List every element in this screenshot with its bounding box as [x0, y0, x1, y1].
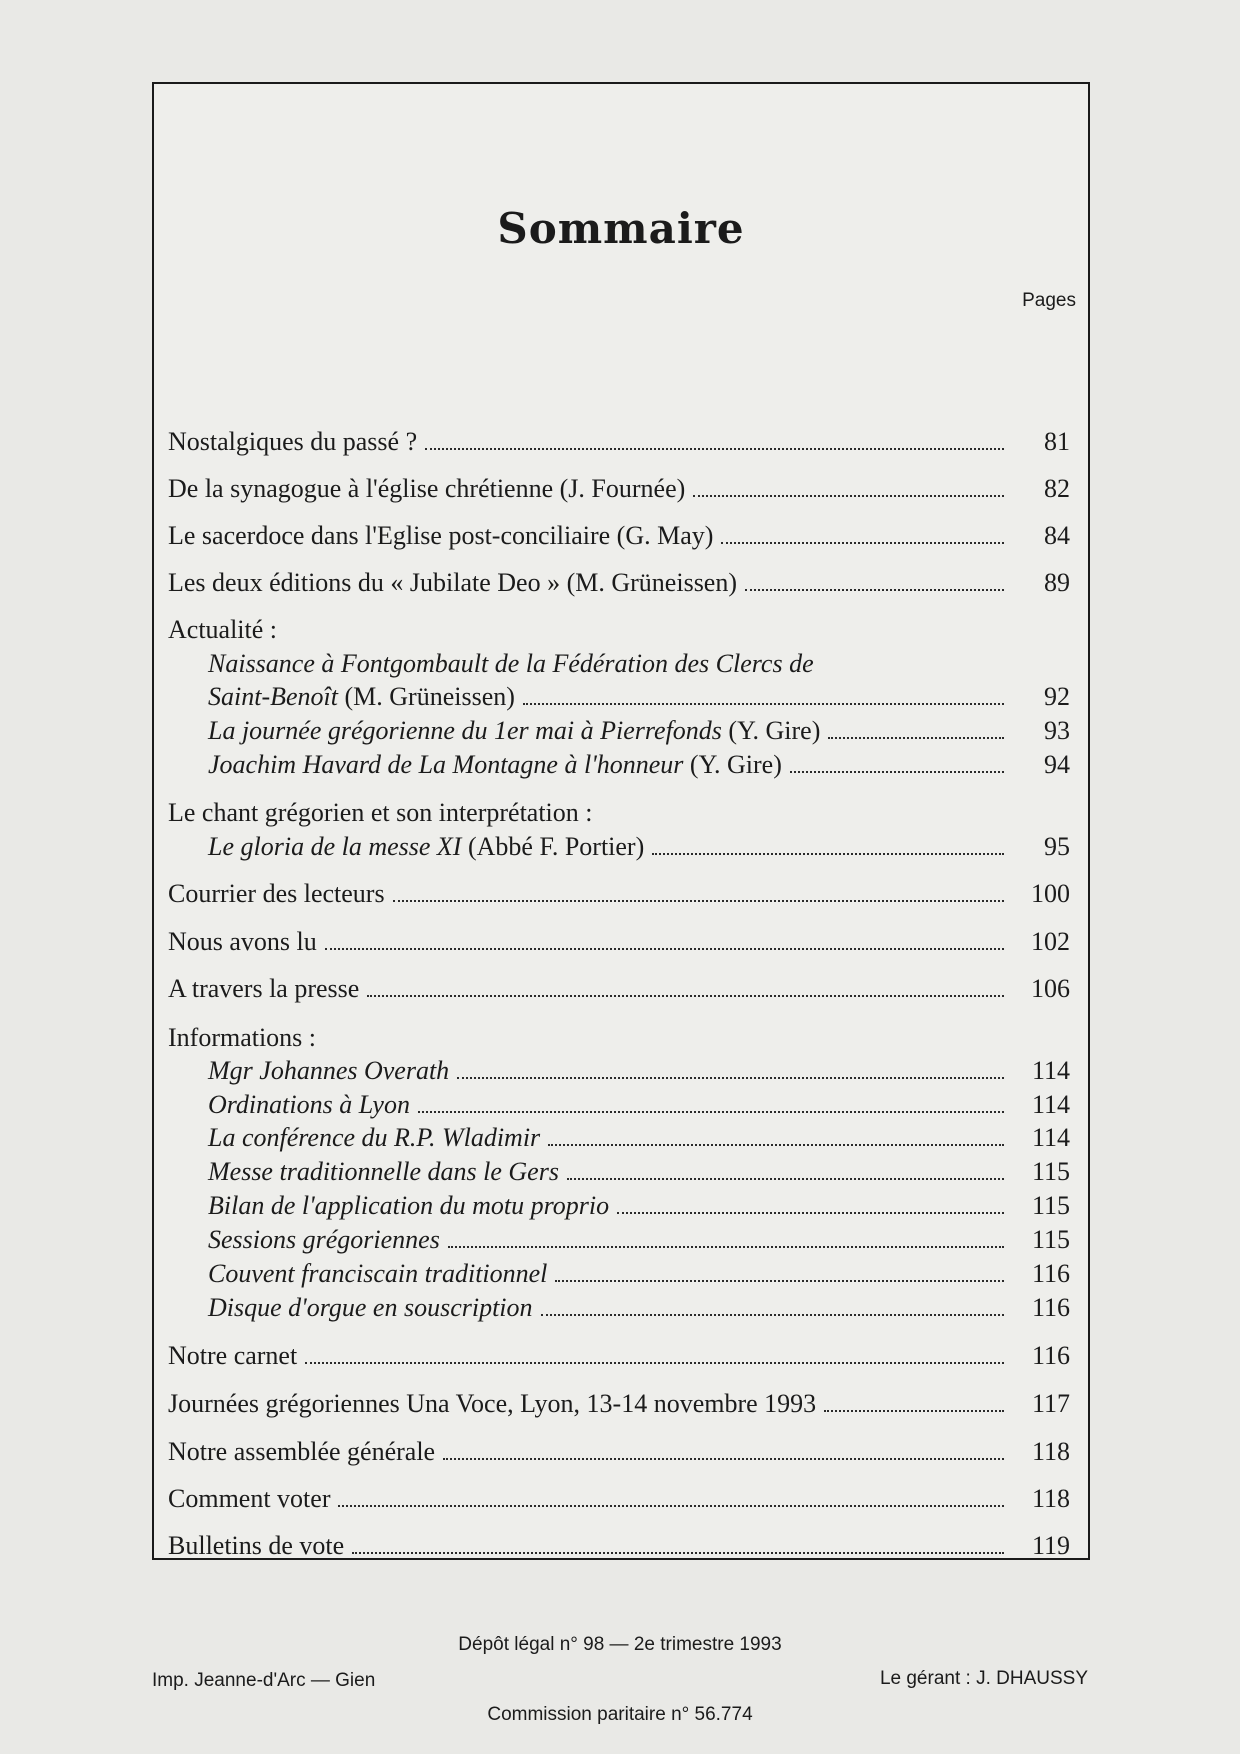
page-number: 95 — [1044, 832, 1070, 861]
page-number: 94 — [1044, 750, 1070, 779]
toc-entry: Courrier des lecteurs 100 — [168, 879, 1070, 908]
leader-dots — [828, 737, 1004, 739]
page-number: 114 — [1031, 1056, 1070, 1085]
toc-entry: De la synagogue à l'église chrétienne (J. Fournée) 82 — [168, 474, 1070, 503]
page-number: 89 — [1044, 568, 1070, 597]
toc-entry: Les deux éditions du « Jubilate Deo » (M. Grüneissen) 89 — [168, 568, 1070, 597]
leader-dots — [567, 1178, 1004, 1180]
contents-frame — [152, 82, 1090, 1560]
manager-credit: Le gérant : J. DHAUSSY — [879, 1668, 1088, 1689]
legal-deposit: Dépôt légal n° 98 — 2e trimestre 1993 — [458, 1634, 782, 1655]
toc-entry: Comment voter 118 — [168, 1484, 1070, 1513]
toc-entry: Notre carnet 116 — [168, 1341, 1070, 1370]
toc-sub-entry: La journée grégorienne du 1er mai à Pierrefonds (Y. Gire) 93 — [208, 716, 1070, 745]
page-number: 118 — [1031, 1437, 1070, 1466]
toc-sub-entry: Couvent franciscain traditionnel 116 — [208, 1259, 1070, 1288]
page-number: 92 — [1044, 682, 1070, 711]
toc-sub-entry: Joachim Havard de La Montagne à l'honneur (Y. Gire) 94 — [208, 750, 1070, 779]
toc-entry: Notre assemblée générale 118 — [168, 1437, 1070, 1466]
leader-dots — [393, 900, 1004, 902]
leader-dots — [367, 995, 1004, 997]
toc-sub-entry: Naissance à Fontgombault de la Fédération des Clercs de — [208, 649, 814, 678]
page-number: 114 — [1031, 1123, 1070, 1152]
leader-dots — [745, 589, 1004, 591]
page-number: 119 — [1031, 1531, 1070, 1560]
leader-dots — [790, 771, 1004, 773]
page-number: 115 — [1031, 1191, 1070, 1220]
toc-sub-entry: Saint-Benoît (M. Grüneissen) 92 — [208, 682, 1070, 711]
page-number: 82 — [1044, 474, 1070, 503]
toc-sub-entry: Ordinations à Lyon 114 — [208, 1090, 1070, 1119]
toc-entry: Nostalgiques du passé ? 81 — [168, 427, 1070, 456]
page-number: 114 — [1031, 1090, 1070, 1119]
leader-dots — [448, 1246, 1004, 1248]
page-number: 118 — [1031, 1484, 1070, 1513]
leader-dots — [457, 1077, 1004, 1079]
page-number: 93 — [1044, 716, 1070, 745]
pages-column-label: Pages — [1022, 290, 1076, 311]
leader-dots — [305, 1362, 1004, 1364]
toc-sub-entry: Mgr Johannes Overath 114 — [208, 1056, 1070, 1085]
page-number: 81 — [1044, 427, 1070, 456]
page-number: 102 — [1031, 927, 1070, 956]
leader-dots — [555, 1280, 1004, 1282]
leader-dots — [443, 1458, 1004, 1460]
toc-sub-entry: Le gloria de la messe XI (Abbé F. Portier) 95 — [208, 832, 1070, 861]
leader-dots — [652, 853, 1004, 855]
toc-sub-entry: Disque d'orgue en souscription 116 — [208, 1293, 1070, 1322]
leader-dots — [824, 1410, 1004, 1412]
leader-dots — [425, 448, 1004, 450]
leader-dots — [352, 1552, 1004, 1554]
page-number: 117 — [1031, 1389, 1070, 1418]
page-number: 116 — [1031, 1293, 1070, 1322]
page-number: 116 — [1031, 1341, 1070, 1370]
leader-dots — [693, 495, 1004, 497]
leader-dots — [617, 1212, 1004, 1214]
page-title: Sommaire — [497, 204, 745, 253]
toc-sub-entry: Messe traditionnelle dans le Gers 115 — [208, 1157, 1070, 1186]
page-number: 106 — [1031, 974, 1070, 1003]
toc-entry: Journées grégoriennes Una Voce, Lyon, 13-14 novembre 1993 117 — [168, 1389, 1070, 1418]
page-number: 100 — [1031, 879, 1070, 908]
toc-entry: Nous avons lu 102 — [168, 927, 1070, 956]
leader-dots — [418, 1111, 1004, 1113]
toc-section-heading: Actualité : — [168, 615, 278, 644]
leader-dots — [523, 703, 1004, 705]
toc-section-heading: Le chant grégorien et son interprétation : — [168, 798, 593, 827]
toc-sub-entry: Sessions grégoriennes 115 — [208, 1225, 1070, 1254]
commission-number: Commission paritaire n° 56.774 — [487, 1704, 753, 1725]
toc-entry: Le sacerdoce dans l'Eglise post-conciliaire (G. May) 84 — [168, 521, 1070, 550]
leader-dots — [548, 1144, 1004, 1146]
toc-sub-entry: La conférence du R.P. Wladimir 114 — [208, 1123, 1070, 1152]
toc-entry: A travers la presse 106 — [168, 974, 1070, 1003]
toc-entry: Bulletins de vote 119 — [168, 1531, 1070, 1560]
leader-dots — [721, 542, 1004, 544]
leader-dots — [541, 1314, 1004, 1316]
toc-sub-entry: Bilan de l'application du motu proprio 115 — [208, 1191, 1070, 1220]
toc-section-heading: Informations : — [168, 1023, 317, 1052]
page-number: 115 — [1031, 1157, 1070, 1186]
leader-dots — [325, 948, 1004, 950]
printer-credit: Imp. Jeanne-d'Arc — Gien — [152, 1670, 376, 1691]
page-number: 84 — [1044, 521, 1070, 550]
page-number: 115 — [1031, 1225, 1070, 1254]
page-number: 116 — [1031, 1259, 1070, 1288]
leader-dots — [338, 1505, 1004, 1507]
